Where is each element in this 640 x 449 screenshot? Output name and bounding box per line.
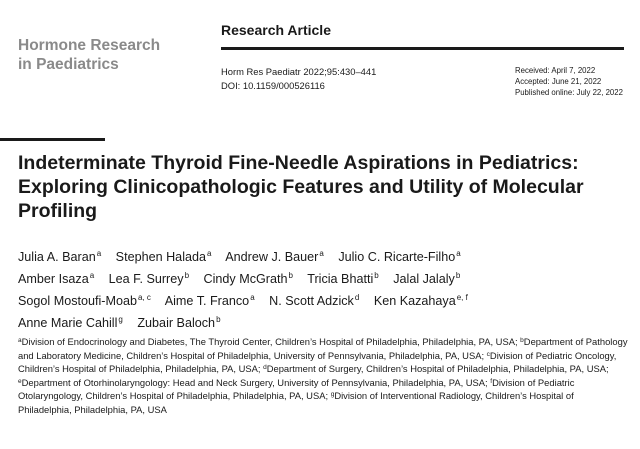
author-name: Aime T. Franco [164, 294, 250, 308]
author[interactable] [338, 250, 460, 264]
author-name: Tricia Bhatti [307, 272, 374, 286]
affiliation-mark: a [18, 337, 22, 344]
author-affiliation-mark: b [216, 315, 221, 324]
author[interactable] [18, 294, 151, 308]
affiliation-text: Division of Endocrinology and Diabetes, The Thyroid Center, Children’s Hospital of Philadelphia, Philadelphia, PA, USA; [21, 336, 521, 347]
author-affiliation-mark: b [288, 271, 293, 280]
affiliation-text: Department of Pathology and Laboratory Medicine, Children’s Hospital of Philadelphia, University of Pennsylvania, Philadelphia, PA, USA; [18, 336, 628, 361]
citation-doi[interactable]: DOI: 10.1159/000526116 [221, 79, 325, 91]
publication-dates [515, 65, 623, 98]
author-affiliation-mark: d [354, 293, 360, 302]
author-name: Stephen Halada [115, 250, 206, 264]
affiliations [18, 335, 628, 417]
article-type: Research Article [221, 22, 331, 38]
author[interactable] [18, 316, 123, 330]
author-affiliation-mark: a [250, 293, 255, 302]
author-name: Sogol Mostoufi-Moab [18, 294, 138, 308]
author-affiliation-mark: a [456, 249, 461, 258]
author-affiliation-mark: b [455, 271, 461, 280]
author-name: Zubair Baloch [137, 316, 216, 330]
author-name: Julia A. Baran [18, 250, 96, 264]
author-affiliation-mark: a [207, 249, 212, 258]
affiliation-mark: c [486, 350, 490, 358]
affiliation-text: Department of Surgery, Children’s Hospital of Philadelphia, Philadelphia, PA, USA; [266, 363, 609, 375]
citation [221, 65, 376, 92]
author[interactable] [374, 294, 468, 308]
article-title: Indeterminate Thyroid Fine-Needle Aspirations in Pediatrics: Exploring Clinicopathologic Features and Utility of Molecular Profiling [18, 152, 584, 222]
author-name: Andrew J. Bauer [225, 250, 319, 264]
author-affiliation-mark: b [184, 271, 190, 280]
author[interactable] [204, 272, 293, 286]
author-name: Cindy McGrath [203, 272, 288, 286]
affiliation-mark: g [330, 391, 335, 399]
accepted-date: Accepted: June 21, 2022 [515, 77, 602, 86]
affiliation-text: Department of Otorhinolaryngology: Head and Neck Surgery, University of Pennsylvania, Philadelphia, PA, USA; [21, 376, 491, 388]
author-affiliation-mark: g [118, 315, 123, 324]
header-divider [221, 47, 624, 50]
received-date: Received: April 7, 2022 [515, 66, 596, 75]
affiliation-mark: e [18, 377, 22, 385]
author-affiliation-mark: a [89, 271, 95, 280]
affiliation-mark: b [520, 337, 524, 344]
author[interactable] [225, 250, 324, 264]
author[interactable] [165, 294, 255, 308]
journal-name-line1: Hormone Research [18, 37, 161, 54]
author-affiliation-mark: b [374, 271, 379, 280]
author-affiliation-mark: e, f [456, 293, 468, 302]
author[interactable] [18, 250, 101, 264]
citation-reference: Horm Res Paediatr 2022;95:430–441 [221, 66, 377, 77]
author-affiliation-mark: a, c [138, 293, 151, 302]
author-list [18, 246, 628, 334]
author-affiliation-mark: a [319, 249, 324, 258]
author[interactable] [137, 316, 220, 330]
author-name: Anne Marie Cahill [18, 316, 118, 330]
author[interactable] [393, 272, 460, 286]
author-affiliation-mark: a [96, 249, 102, 258]
author-name: Ken Kazahaya [373, 294, 456, 308]
affiliation-text: Division of Interventional Radiology, Children’s Hospital of Philadelphia, Philadelphia, PA, USA [18, 390, 574, 415]
author-name: Jalal Jalaly [393, 272, 455, 286]
published-date: Published online: July 22, 2022 [515, 88, 623, 97]
affiliation-text: Division of Pediatric Otolaryngology, Children’s Hospital of Philadelphia, Philadelphia, PA, USA; [18, 376, 575, 402]
author[interactable] [18, 272, 94, 286]
author-name: Amber Isaza [18, 272, 89, 286]
journal-name [18, 36, 160, 74]
author[interactable] [307, 272, 378, 286]
author-name: Julio C. Ricarte-Filho [338, 250, 456, 264]
author-name: Lea F. Surrey [108, 272, 184, 286]
title-divider [0, 138, 105, 141]
affiliation-mark: f [490, 377, 493, 385]
affiliation-mark: d [263, 364, 267, 372]
author[interactable] [109, 272, 189, 286]
journal-name-line2: in Paediatrics [18, 56, 119, 73]
author[interactable] [116, 250, 212, 264]
author[interactable] [269, 294, 359, 308]
affiliation-text: Division of Pediatric Oncology, Children’s Hospital of Philadelphia, Philadelphia, PA, USA; [18, 349, 617, 375]
author-name: N. Scott Adzick [269, 294, 354, 308]
